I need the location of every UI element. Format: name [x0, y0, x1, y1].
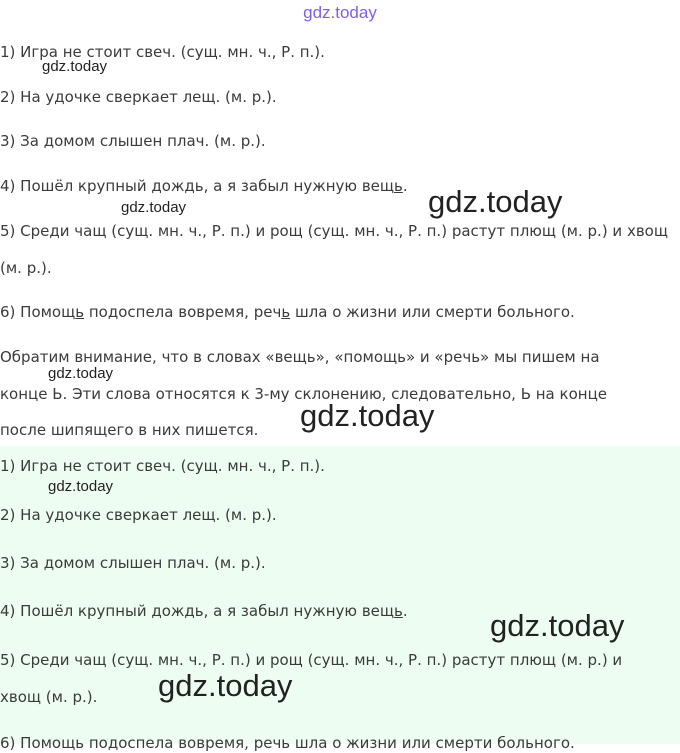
- sentence-4-text: 4) Пошёл крупный дождь, а я забыл нужную вещ: [0, 177, 395, 195]
- soft-sign-mark: ь: [394, 177, 403, 195]
- sentence-5-cont: хвощ (м. р.).: [0, 688, 98, 706]
- sentence-6-part-3: шла о жизни или смерти больного.: [290, 303, 575, 321]
- sentence-5: 5) Среди чащ (сущ. мн. ч., Р. п.) и рощ (сущ. мн. ч., Р. п.) растут плющ (м. р.) и: [0, 651, 623, 669]
- sentence-4: [0, 176, 680, 196]
- sentence-2: 2) На удочке сверкает лещ. (м. р.).: [0, 88, 277, 106]
- sentence-1: 1) Игра не стоит свеч. (сущ. мн. ч., Р. п.).: [0, 457, 325, 475]
- watermark: gdz.today: [121, 199, 187, 216]
- watermark: gdz.today: [428, 184, 563, 219]
- sentence-6-part-2: подоспела вовремя, реч: [84, 303, 282, 321]
- sentence-5: 5) Среди чащ (сущ. мн. ч., Р. п.) и рощ (сущ. мн. ч., Р. п.) растут плющ (м. р.) и хвощ: [0, 222, 668, 240]
- soft-sign-mark: ь: [394, 602, 403, 620]
- sentence-3: 3) За домом слышен плач. (м. р.).: [0, 132, 266, 150]
- sentence-1: 1) Игра не стоит свеч. (сущ. мн. ч., Р. п.).: [0, 43, 325, 61]
- sentence-6: 6) Помощь подоспела вовремя, речь шла о жизни или смерти больного.: [0, 734, 575, 752]
- watermark: gdz.today: [48, 478, 114, 495]
- watermark: gdz.today: [48, 365, 114, 382]
- sentence-5-cont: (м. р.).: [0, 259, 52, 277]
- watermark: gdz.today: [490, 608, 625, 643]
- header-watermark: gdz.today: [303, 3, 377, 22]
- sentence-4-end: .: [402, 602, 408, 620]
- sentence-6-part-1: 6) Помощ: [0, 303, 76, 321]
- watermark: gdz.today: [300, 398, 435, 433]
- sentence-6: [0, 302, 680, 322]
- sentence-4-text: 4) Пошёл крупный дождь, а я забыл нужную вещ: [0, 602, 395, 620]
- explanation-line-2: конце Ь. Эти слова относятся к 3-му склонению, следовательно, Ь на конце: [0, 385, 608, 403]
- answer-section-2: [0, 446, 680, 752]
- explanation-line-1: Обратим внимание, что в словах «вещь», «помощь» и «речь» мы пишем на: [0, 348, 600, 366]
- sentence-4-end: .: [402, 177, 408, 195]
- soft-sign-mark: ь: [75, 303, 85, 321]
- sentence-2: 2) На удочке сверкает лещ. (м. р.).: [0, 506, 277, 524]
- answer-section-1: [0, 36, 680, 446]
- sentence-3: 3) За домом слышен плач. (м. р.).: [0, 554, 266, 572]
- soft-sign-mark: ь: [281, 303, 291, 321]
- watermark: gdz.today: [42, 58, 108, 75]
- explanation-line-3: после шипящего в них пишется.: [0, 421, 259, 439]
- watermark: gdz.today: [158, 668, 293, 703]
